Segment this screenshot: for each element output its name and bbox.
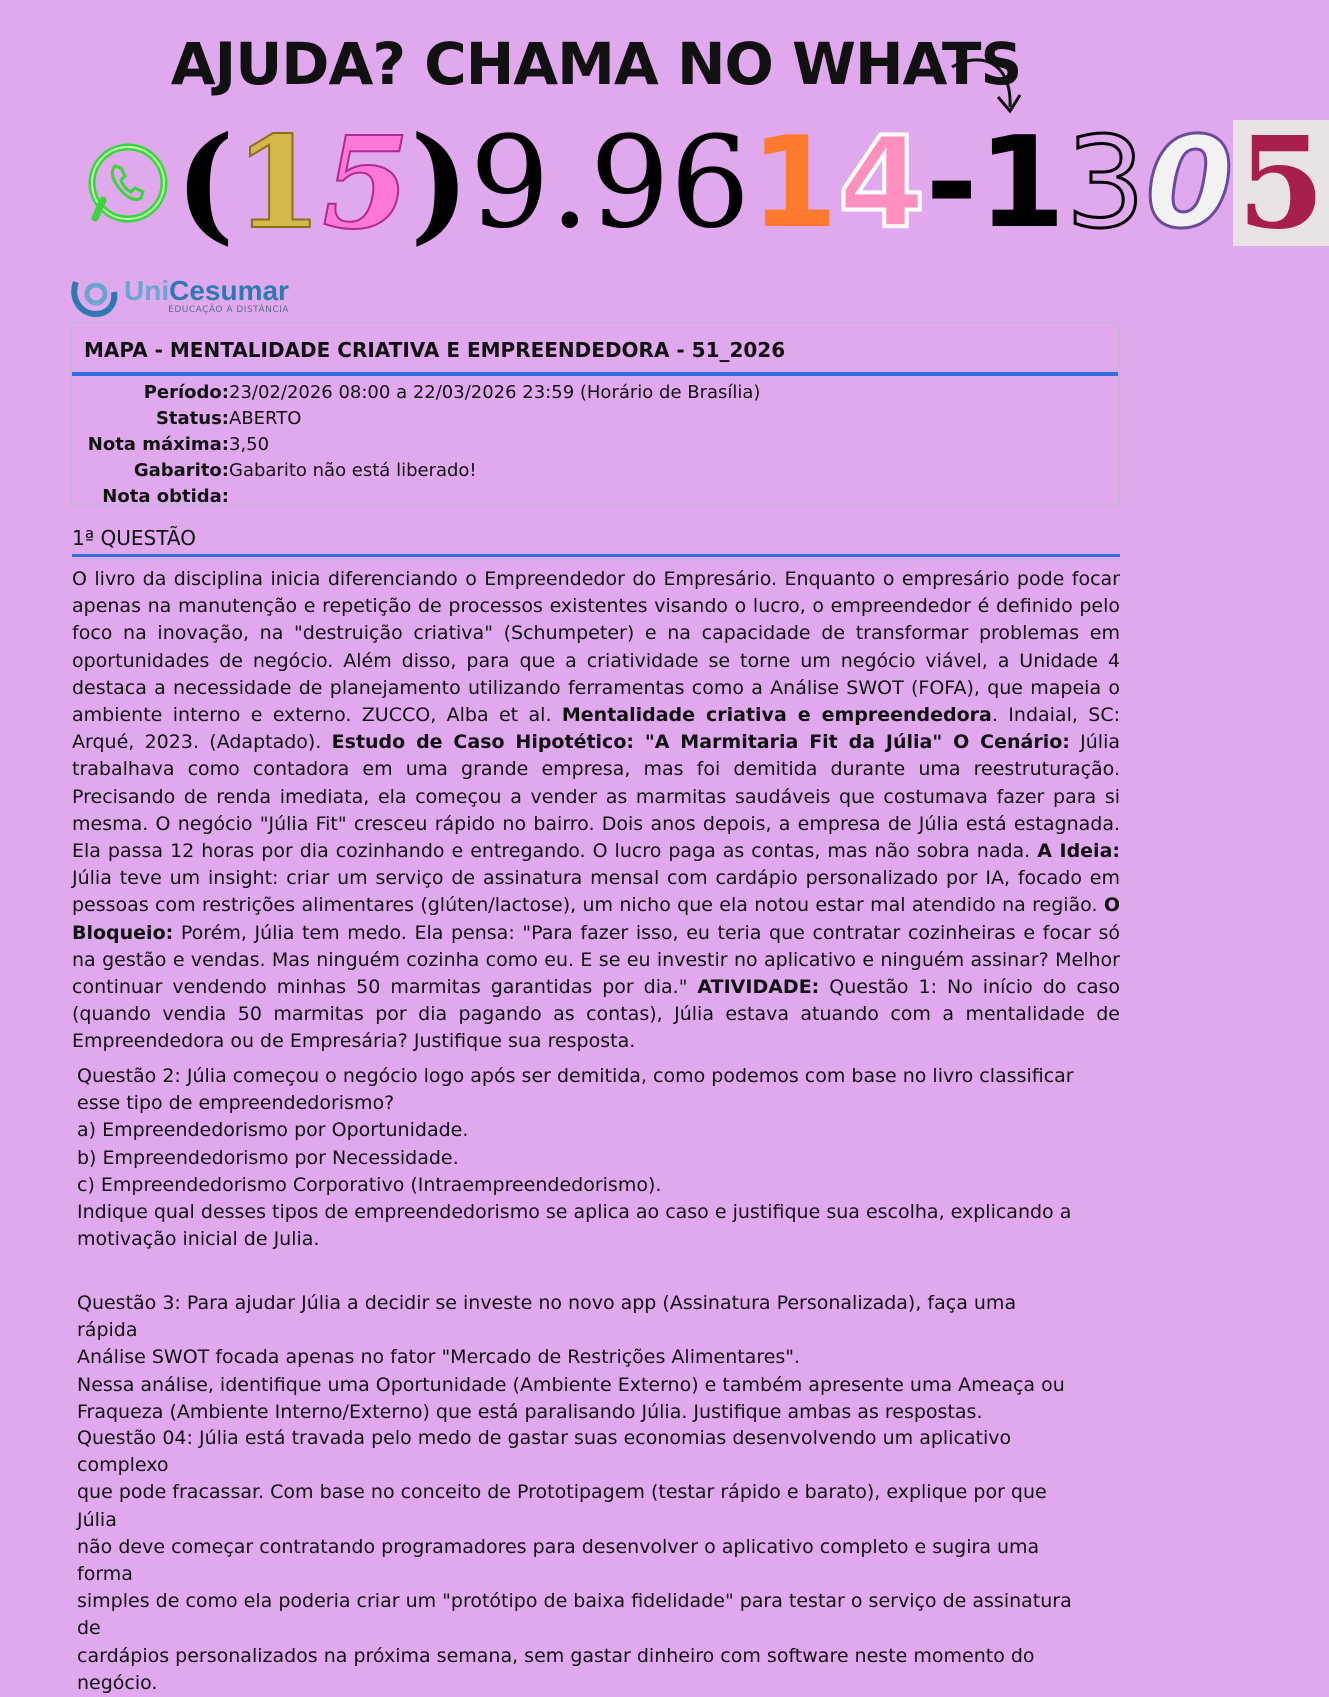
activity-label: ATIVIDADE: <box>697 976 820 999</box>
question-line: Questão 2: Júlia começou o negócio logo após ser demitida, como podemos com base no livro classificar <box>77 1065 1074 1087</box>
unicesumar-logo-icon <box>70 274 118 318</box>
meta-value: 23/02/2026 08:00 a 22/03/2026 23:59 (Horário de Brasília) <box>229 382 761 403</box>
meta-label: Nota obtida: <box>102 486 229 507</box>
book-title: Mentalidade criativa e empreendedora <box>561 704 992 727</box>
assignment-info-box <box>70 322 1120 506</box>
logo-uni: Uni <box>124 275 170 306</box>
meta-row-status <box>72 406 1118 432</box>
phone-part: 4 <box>837 109 926 256</box>
question-3-block <box>77 1290 1077 1426</box>
question-line: esse tipo de empreendedorismo? <box>77 1092 395 1115</box>
question-line: Nessa análise, identifique uma Oportunidade (Ambiente Externo) e também apresente uma Ameaça ou <box>77 1373 1065 1396</box>
phone-part: ) <box>409 109 470 257</box>
question-line: Indique qual desses tipos de empreendedorismo se aplica ao caso e justifique sua escolha, explicando a <box>77 1201 1072 1224</box>
question-line: não deve começar contratando programadores para desenvolver o aplicativo completo e sugira uma forma <box>77 1535 1040 1586</box>
question-line: b) Empreendedorismo por Necessidade. <box>77 1146 459 1169</box>
statement-text: . Indaial, SC: Arqué, 2023. (Adaptado). <box>72 704 1121 754</box>
question-line: Questão 04: Júlia está travada pelo medo de gastar suas economias desenvolvendo um aplicativo complexo <box>77 1427 1012 1477</box>
question-line: c) Empreendedorismo Corporativo (Intraempreendedorismo). <box>77 1173 662 1196</box>
assignment-title: MAPA - MENTALIDADE CRIATIVA E EMPREENDEDORA - 51_2026 <box>72 324 1118 376</box>
logo-tagline: EDUCAÇÃO A DISTÂNCIA <box>168 305 289 315</box>
phone-part: 5 <box>1233 120 1329 246</box>
phone-part: -1 <box>925 109 1066 256</box>
case-label: Estudo de Caso Hipotético: "A Marmitaria Fit da Júlia" O Cenário: <box>331 731 1070 754</box>
phone-part: 0 <box>1145 109 1234 256</box>
meta-label: Status: <box>155 408 229 429</box>
meta-row-nota-obtida <box>72 484 1118 510</box>
question-line: Fraqueza (Ambiente Interno/Externo) que está paralisando Júlia. Justifique ambas as respostas. <box>77 1400 983 1423</box>
whatsapp-phone-icon <box>85 140 171 226</box>
meta-value: ABERTO <box>229 408 302 429</box>
question-line: simples de como ela poderia criar um "protótipo de baixa fidelidade" para testar o serviço de assinatura de <box>77 1590 1072 1640</box>
meta-value: Gabarito não está liberado! <box>229 460 477 481</box>
block-label: O Bloqueio: <box>72 894 1120 944</box>
phone-part: ( <box>175 109 235 257</box>
meta-row-periodo <box>72 380 1118 406</box>
phone-part: 3 <box>1065 109 1146 256</box>
question-line: negócio. <box>77 1671 158 1694</box>
question-line: Questão 3: Para ajudar Júlia a decidir se investe no novo app (Assinatura Personalizada), faça uma rápida <box>77 1292 1017 1342</box>
statement-text: Questão 1: No início do caso (quando vendia 50 marmitas por dia pagando as contas), Júlia estava atuando com a mentalidade de Empreendedora ou de Empresária? Justifique sua resposta. <box>72 976 1121 1053</box>
question-line: Análise SWOT focada apenas no fator "Mercado de Restrições Alimentares". <box>77 1346 801 1369</box>
meta-value: 3,50 <box>229 434 270 455</box>
question-line: cardápios personalizados na próxima semana, sem gastar dinheiro com software neste momento do <box>77 1644 1035 1667</box>
logo-cesumar: Cesumar <box>169 275 289 306</box>
meta-label: Gabarito: <box>133 460 229 481</box>
question-2-block <box>77 1063 1077 1253</box>
meta-label: Período: <box>143 382 229 403</box>
phone-part: 5 <box>322 109 410 257</box>
question-header: 1ª QUESTÃO <box>72 526 1120 557</box>
whatsapp-headline: AJUDA? CHAMA NO WHATS <box>170 30 1022 98</box>
statement-text: Júlia trabalhava como contadora em uma grande empresa, mas foi demitida durante uma reestruturação. Precisando de renda imediata, ela começou a vender as marmitas saudáveis que costumava fazer para si mesma. O negócio "Júlia Fit" cresceu rápido no bairro. Dois anos depois, a empresa de Júlia está estagnada. Ela passa 12 horas por dia cozinhando e entregando. O lucro paga as contas, mas não sobra nada. <box>72 731 1120 863</box>
meta-row-nota-maxima <box>72 432 1118 458</box>
whatsapp-phone-number[interactable] <box>85 109 1329 257</box>
statement-text: O livro da disciplina inicia diferenciando o Empreendedor do Empresário. Enquanto o empresário pode focar apenas na manutenção e repetição de processos existentes visando o lucro, o empreendedor é definido pelo foco na inovação, na "destruição criativa" (Schumpeter) e na capacidade de transformar problemas em oportunidades de negócio. Além disso, para que a criatividade se torne um negócio viável, a Unidade 4 destaca a necessidade de planejamento utilizando ferramentas como a Análise SWOT (FOFA), que mapeia o ambiente interno e externo. ZUCCO, Alba et al. <box>72 568 1120 727</box>
statement-text: Júlia teve um insight: criar um serviço de assinatura mensal com cardápio personalizado por IA, focado em pessoas com restrições alimentares (glúten/lactose), um nicho que ela notou estar mal atendido na região. <box>72 867 1120 917</box>
question-line: a) Empreendedorismo por Oportunidade. <box>77 1119 469 1142</box>
idea-label: A Ideia: <box>1037 840 1120 863</box>
unicesumar-logo <box>70 274 289 318</box>
phone-part: 9.96 <box>469 109 751 256</box>
phone-part: 1 <box>750 109 838 256</box>
meta-row-gabarito <box>72 458 1118 484</box>
question-statement <box>72 566 1120 1056</box>
phone-part: 1 <box>234 109 323 257</box>
question-4-block <box>77 1425 1077 1697</box>
question-line: que pode fracassar. Com base no conceito de Prototipagem (testar rápido e barato), explique por que Júlia <box>77 1481 1047 1531</box>
meta-label: Nota máxima: <box>87 434 229 455</box>
statement-text: Porém, Júlia tem medo. Ela pensa: "Para fazer isso, eu teria que contratar cozinheiras e focar só na gestão e vendas. Mas ninguém cozinha como eu. E se eu investir no aplicativo e ninguém assinar? Melhor continuar vendendo minhas 50 marmitas garantidas por dia." <box>72 921 1120 999</box>
question-line: motivação inicial de Julia. <box>77 1228 320 1251</box>
